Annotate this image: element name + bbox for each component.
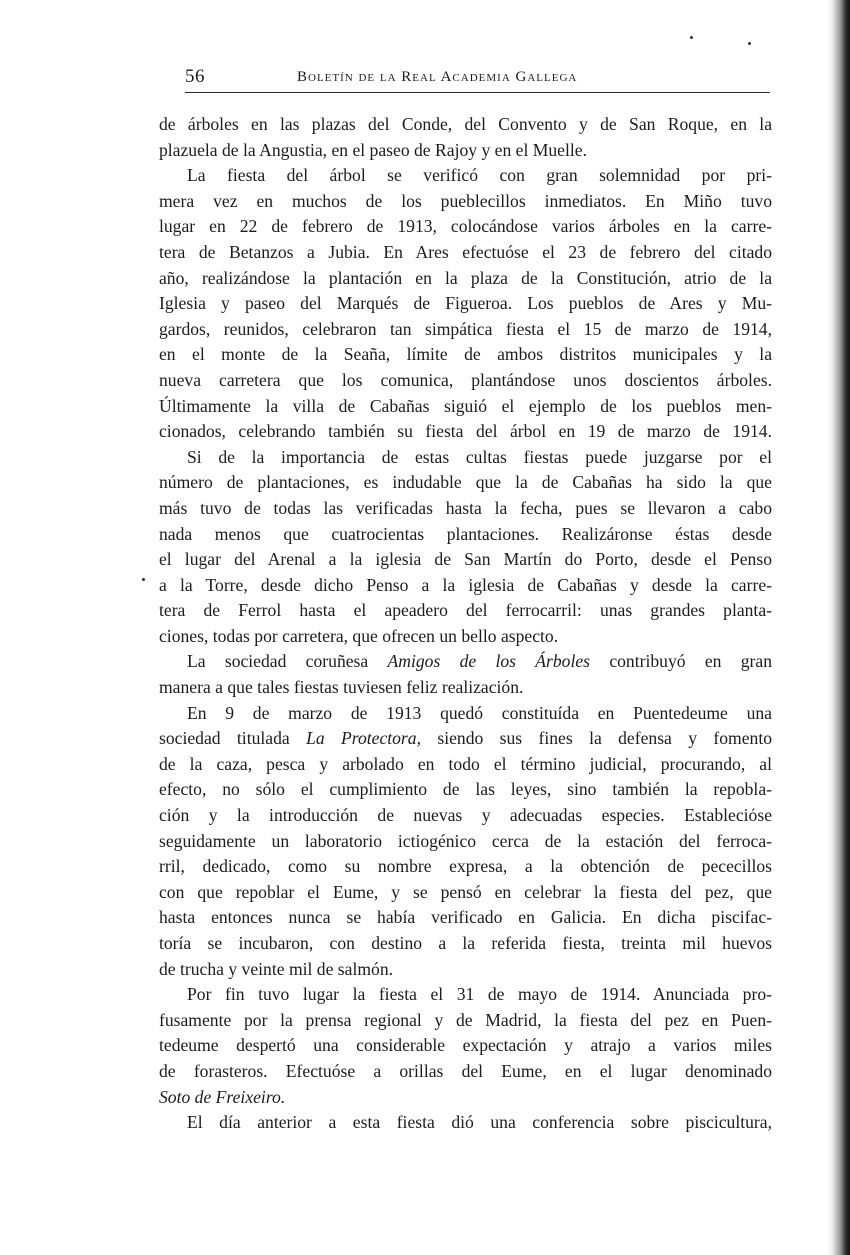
text-line: seguidamente un laboratorio ictiogénico cerca de la estación del ferroca-: [159, 830, 772, 851]
ink-speck: [142, 578, 145, 581]
text-line: Si de la importancia de estas cultas fiestas puede juzgarse por el: [187, 446, 772, 467]
ink-speck: [748, 42, 751, 45]
text-line: rril, dedicado, como su nombre expresa, a la obtención de pececillos: [159, 856, 772, 877]
text-line: tera de Betanzos a Jubia. En Ares efectuóse el 23 de febrero del citado: [159, 241, 772, 262]
text-line: nada menos que cuatrocientas plantaciones. Realizáronse éstas desde: [159, 523, 772, 544]
society-name: Amigos de los Árboles: [387, 651, 591, 672]
text-line: Iglesia y paseo del Marqués de Figueroa. Los pueblos de Ares y Mu-: [159, 293, 772, 314]
text-line: el lugar del Arenal a la iglesia de San Martín do Porto, desde el Penso: [159, 549, 772, 570]
text-line: gardos, reunidos, celebraron tan simpática fiesta el 15 de marzo de 1914,: [159, 318, 772, 339]
text-segment: sociedad titulada: [159, 728, 290, 749]
text-line: de forasteros. Efectuóse a orillas del Eume, en el lugar denominado: [159, 1060, 772, 1081]
text-line: fusamente por la prensa regional y de Madrid, la fiesta del pez en Puen-: [159, 1009, 772, 1030]
page-number: 56: [185, 66, 205, 87]
text-line: El día anterior a esta fiesta dió una conferencia sobre piscicultura,: [187, 1112, 772, 1133]
text-line: lugar en 22 de febrero de 1913, colocándose varios árboles en la carre-: [159, 216, 772, 237]
text-segment: contribuyó en gran: [609, 651, 772, 672]
text-line: a la Torre, desde dicho Penso a la iglesia de Cabañas y desde la carre-: [159, 574, 772, 595]
text-line: nueva carretera que los comunica, plantándose unos doscientos árboles.: [159, 369, 772, 390]
header-rule: [185, 92, 770, 93]
text-segment: La sociedad coruñesa: [187, 651, 369, 672]
text-line: plazuela de la Angustia, en el paseo de Rajoy y en el Muelle.: [159, 139, 587, 160]
body-text: [159, 112, 772, 1136]
text-line: más tuvo de todas las verificadas hasta la fecha, pues se llevaron a cabo: [159, 497, 772, 518]
text-line: Por fin tuvo lugar la fiesta el 31 de mayo de 1914. Anunciada pro-: [187, 984, 772, 1005]
text-line: de trucha y veinte mil de salmón.: [159, 958, 394, 979]
text-line: En 9 de marzo de 1913 quedó constituída en Puentedeume una: [187, 702, 772, 723]
text-line: La fiesta del árbol se verificó con gran solemnidad por pri-: [187, 165, 772, 186]
text-line: [159, 649, 772, 675]
text-line: número de plantaciones, es indudable que la de Cabañas ha sido la que: [159, 472, 772, 493]
text-line: efecto, no sólo el cumplimiento de las leyes, sino también la repobla-: [159, 779, 772, 800]
text-line: tera de Ferrol hasta el apeadero del ferrocarril: unas grandes planta-: [159, 600, 772, 621]
society-name: La Protectora,: [306, 728, 421, 749]
text-segment: siendo sus fines la defensa y fomento: [437, 728, 772, 749]
page-header: [185, 64, 770, 94]
text-line: cionados, celebrando también su fiesta del árbol en 19 de marzo de 1914.: [159, 421, 772, 442]
text-line: ción y la introducción de nuevas y adecuadas especies. Estableciόse: [159, 805, 772, 826]
text-line: ciones, todas por carretera, que ofrecen un bello aspecto.: [159, 625, 559, 646]
text-line: en el monte de la Seaña, límite de ambos distritos municipales y la: [159, 344, 772, 365]
text-line: mera vez en muchos de los pueblecillos inmediatos. En Miño tuvo: [159, 190, 772, 211]
ink-speck: [690, 36, 693, 39]
page-binding-edge: [826, 0, 850, 1255]
text-line: manera a que tales fiestas tuviesen feliz realización.: [159, 677, 524, 698]
text-line: con que repoblar el Eume, y se pensó en celebrar la fiesta del pez, que: [159, 881, 772, 902]
text-line: tedeume despertó una considerable expectación y atrajo a varios miles: [159, 1035, 772, 1056]
text-line: toría se incubaron, con destino a la referida fiesta, treinta mil huevos: [159, 933, 772, 953]
text-line: de árboles en las plazas del Conde, del Convento y de San Roque, en la: [159, 114, 772, 134]
place-name-line: Soto de Freixeiro.: [159, 1086, 286, 1107]
running-title: Boletín de la Real Academia Gallega: [297, 69, 578, 85]
text-line: [159, 726, 772, 752]
text-line: Últimamente la villa de Cabañas siguió el ejemplo de los pueblos men-: [159, 395, 772, 416]
text-line: de la caza, pesca y arbolado en todo el término judicial, procurando, al: [159, 753, 772, 774]
text-line: hasta entonces nunca se había verificado en Galicia. En dicha piscifac-: [159, 907, 772, 928]
text-line: año, realizándose la plantación en la plaza de la Constitución, atrio de la: [159, 267, 772, 288]
